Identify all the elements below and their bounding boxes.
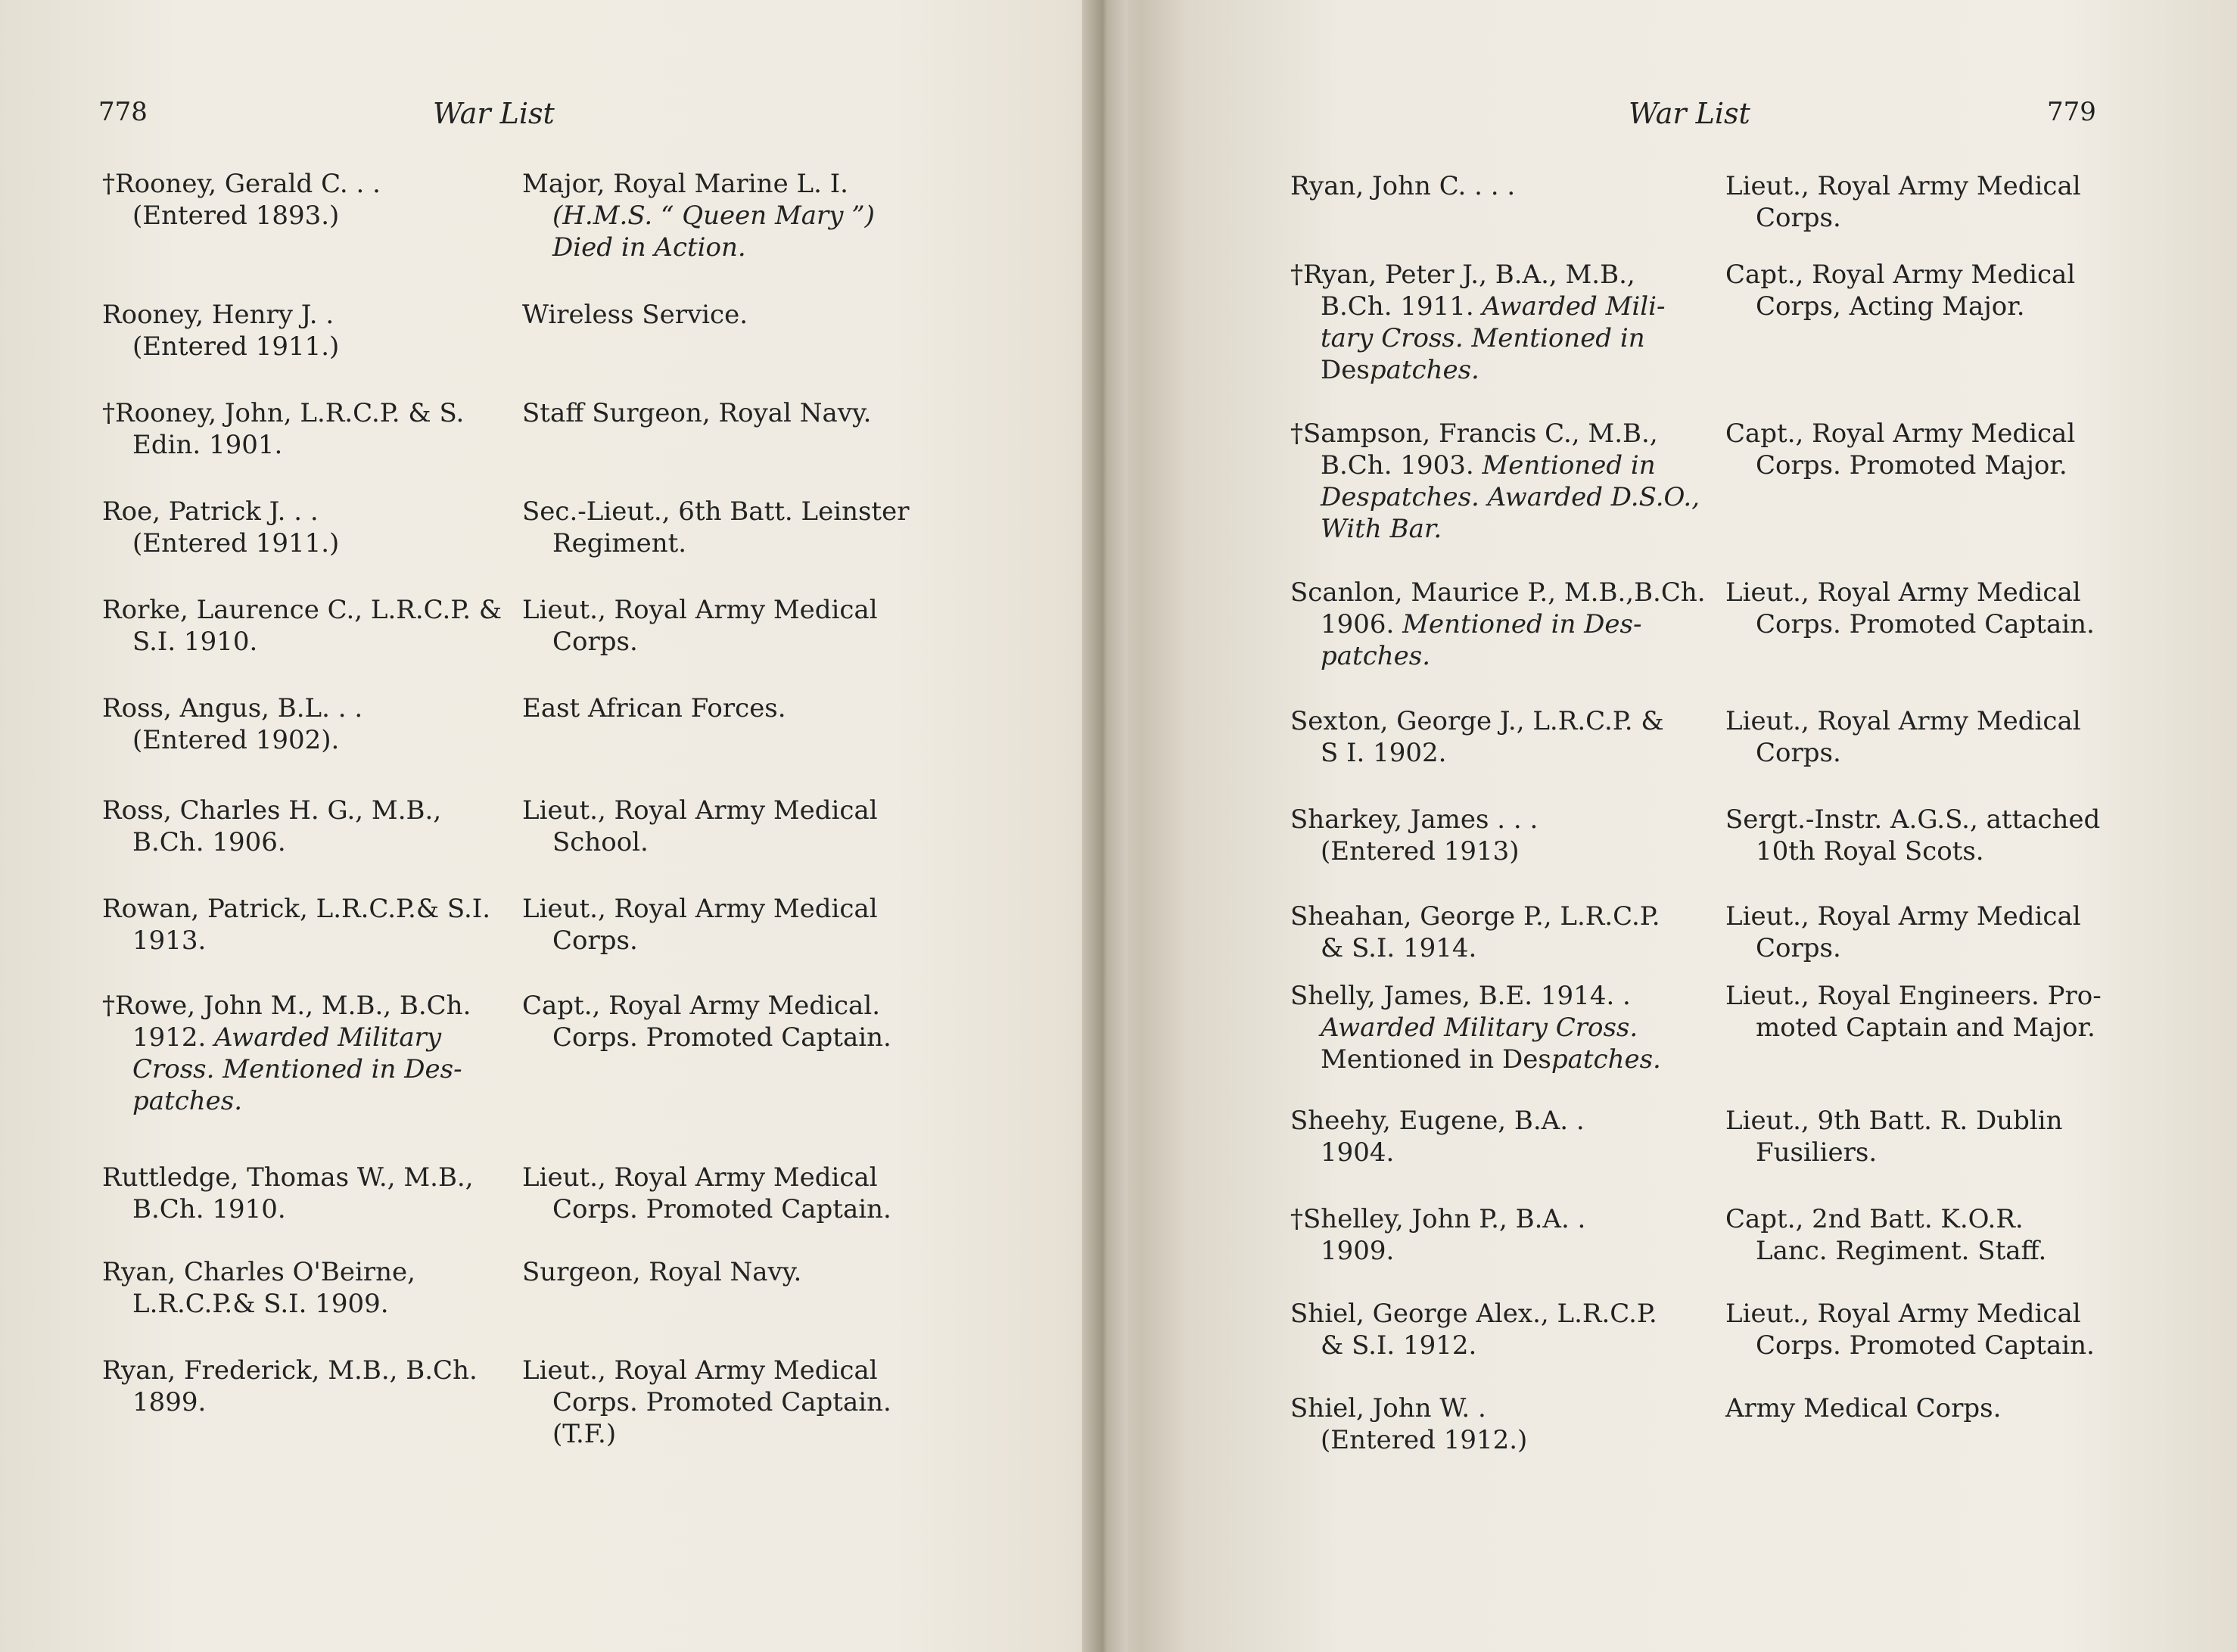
entry-detail-line: Capt., Royal Army Medical.: [522, 991, 880, 1021]
entry-name-line: Shiel, George Alex., L.R.C.P.: [1290, 1299, 1657, 1329]
entry-detail-line: Corps. Promoted Captain.: [552, 1022, 891, 1053]
entry-detail-line: Wireless Service.: [522, 300, 748, 330]
entry-detail: [522, 692, 786, 724]
entry-detail: [1725, 418, 2075, 481]
entry-name: [102, 795, 441, 858]
entry-name-line: Ross, Charles H. G., M.B.,: [102, 795, 442, 826]
entry-name: [1290, 259, 1666, 386]
entry-detail: [522, 990, 891, 1053]
entry-name-line: Ryan, Frederick, M.B., B.Ch.: [102, 1355, 478, 1386]
entry-detail-line: Corps. Promoted Captain.: [1756, 1330, 2095, 1361]
entry-name: [102, 1355, 478, 1418]
entry-detail-line: Corps. Promoted Captain.: [552, 1194, 891, 1224]
entry-name-line: Ryan, John C. . . .: [1290, 171, 1516, 201]
entry-name-line: †Shelley, John P., B.A. .: [1290, 1204, 1586, 1234]
entry-name-line: Sheehy, Eugene, B.A. .: [1290, 1106, 1585, 1136]
entry-name-line: (Entered 1911.): [132, 331, 340, 362]
entry-name-line: B.Ch. 1906.: [132, 827, 286, 857]
entry-detail-line: Lieut., Royal Engineers. Pro-: [1725, 981, 2102, 1011]
entry-name-line: S.I. 1910.: [132, 627, 258, 657]
entry-detail-line: Lieut., Royal Army Medical: [522, 1162, 878, 1193]
entry-detail-line: Lieut., Royal Army Medical: [522, 894, 878, 924]
entry-detail-line: Corps. Promoted Major.: [1756, 450, 2067, 481]
entry-name-line: Despatches. Awarded D.S.O.,: [1321, 482, 1700, 512]
entry-name-line: †Rooney, Gerald C. . .: [102, 169, 381, 199]
entry-detail-line: Corps.: [552, 627, 638, 657]
entry-name-line: 1904.: [1321, 1137, 1395, 1168]
entry-detail-line: Lieut., 9th Batt. R. Dublin: [1725, 1106, 2063, 1136]
entry-name-line: 1899.: [132, 1387, 207, 1417]
entry-detail-line: School.: [552, 827, 649, 857]
entry-detail: [1725, 170, 2081, 234]
entry-detail: [1725, 705, 2081, 769]
entry-name: [102, 1162, 474, 1225]
entry-detail: [522, 397, 871, 429]
entry-name-line: B.Ch. 1903. Mentioned in: [1321, 450, 1656, 481]
entry-name-line: & S.I. 1914.: [1321, 933, 1477, 963]
entry-name-line: (Entered 1893.): [132, 201, 340, 231]
entry-name-line: Edin. 1901.: [132, 430, 283, 460]
entry-name: [1290, 901, 1660, 964]
entry-detail-line: Surgeon, Royal Navy.: [522, 1257, 802, 1287]
entry-name-line: Mentioned in Despatches.: [1321, 1044, 1661, 1075]
entry-name-line: †Sampson, Francis C., M.B.,: [1290, 418, 1658, 449]
entry-name-line: 1913.: [132, 926, 207, 956]
entry-detail-line: (H.M.S. “ Queen Mary ”): [552, 201, 875, 231]
entry-name-line: Despatches.: [1321, 355, 1479, 385]
entry-detail-line: Lieut., Royal Army Medical: [1725, 1299, 2081, 1329]
entry-name-line: Awarded Military Cross.: [1321, 1013, 1638, 1043]
entry-name: [1290, 980, 1661, 1075]
entry-name: [102, 299, 339, 362]
entry-detail-line: Lieut., Royal Army Medical: [1725, 901, 2081, 932]
entry-name-line: tary Cross. Mentioned in: [1321, 323, 1645, 353]
entry-name-line: †Rooney, John, L.R.C.P. & S.: [102, 398, 465, 428]
left-running-title: War List: [433, 97, 555, 130]
entry-detail-line: Lieut., Royal Army Medical: [1725, 577, 2081, 608]
entry-name: [102, 397, 464, 461]
entry-detail-line: Lieut., Royal Army Medical: [1725, 171, 2081, 201]
entry-detail: [522, 496, 909, 559]
entry-name-line: Sharkey, James . . .: [1290, 804, 1539, 835]
entry-detail: [1725, 901, 2081, 964]
entry-detail: [522, 299, 748, 331]
entry-detail-line: Corps.: [1756, 933, 1841, 963]
entry-name: [1290, 1105, 1585, 1168]
entry-detail: [1725, 1392, 2001, 1424]
entry-detail: [1725, 1203, 2046, 1267]
entry-detail: [522, 893, 878, 957]
entry-name-line: Sexton, George J., L.R.C.P. &: [1290, 706, 1664, 736]
entry-name-line: 1906. Mentioned in Des-: [1321, 609, 1642, 639]
entry-detail-line: Army Medical Corps.: [1725, 1393, 2002, 1423]
entry-name: [102, 692, 362, 756]
entry-name-line: patches.: [1321, 641, 1431, 671]
entry-detail: [1725, 980, 2102, 1044]
book-gutter: [1082, 0, 1128, 1652]
entry-name: [1290, 170, 1515, 202]
entry-name-line: Rooney, Henry J. .: [102, 300, 334, 330]
entry-name-line: B.Ch. 1910.: [132, 1194, 286, 1224]
entry-detail-line: 10th Royal Scots.: [1756, 836, 1984, 866]
entry-detail-line: Sec.-Lieut., 6th Batt. Leinster: [522, 496, 910, 527]
entry-name-line: 1909.: [1321, 1236, 1395, 1266]
entry-detail-line: Corps.: [552, 926, 638, 956]
entry-detail: [522, 168, 875, 263]
entry-name: [102, 496, 339, 559]
entry-name: [102, 168, 381, 232]
entry-name-line: Shiel, John W. .: [1290, 1393, 1486, 1423]
entry-detail: [522, 1355, 891, 1450]
entry-detail-line: Major, Royal Marine L. I.: [522, 169, 848, 199]
entry-detail: [1725, 804, 2100, 867]
entry-detail-line: Sergt.-Instr. A.G.S., attached: [1725, 804, 2101, 835]
entry-name-line: & S.I. 1912.: [1321, 1330, 1477, 1361]
entry-detail-line: Fusiliers.: [1756, 1137, 1878, 1168]
entry-name-line: patches.: [132, 1086, 243, 1116]
entry-detail-line: Corps, Acting Major.: [1756, 291, 2025, 322]
entry-name-line: Ross, Angus, B.L. . .: [102, 693, 363, 723]
entry-name: [1290, 418, 1700, 545]
left-page: [0, 0, 1082, 1652]
entry-name: [1290, 1298, 1657, 1361]
entry-name: [102, 990, 471, 1117]
entry-detail: [1725, 259, 2075, 322]
entry-name-line: S I. 1902.: [1321, 738, 1447, 768]
entry-name: [1290, 1392, 1527, 1456]
entry-name-line: Sheahan, George P., L.R.C.P.: [1290, 901, 1660, 932]
entry-name-line: 1912. Awarded Military: [132, 1022, 442, 1053]
entry-detail-line: Corps.: [1756, 203, 1841, 233]
entry-name-line: (Entered 1911.): [132, 528, 340, 558]
entry-detail: [1725, 1105, 2063, 1168]
entry-detail-line: Corps.: [1756, 738, 1841, 768]
entry-detail-line: Lanc. Regiment. Staff.: [1756, 1236, 2047, 1266]
entry-name-line: Scanlon, Maurice P., M.B.,B.Ch.: [1290, 577, 1706, 608]
entry-detail-line: Staff Surgeon, Royal Navy.: [522, 398, 872, 428]
right-page-number: 779: [2047, 97, 2096, 127]
entry-detail: [522, 1256, 801, 1288]
entry-detail-line: Capt., Royal Army Medical: [1725, 260, 2076, 290]
entry-detail-line: East African Forces.: [522, 693, 786, 723]
entry-detail-line: Died in Action.: [552, 232, 746, 263]
entry-name: [1290, 1203, 1585, 1267]
entry-name-line: †Ryan, Peter J., B.A., M.B.,: [1290, 260, 1635, 290]
entry-detail: [522, 1162, 891, 1225]
entry-name-line: Ruttledge, Thomas W., M.B.,: [102, 1162, 474, 1193]
entry-name: [1290, 705, 1664, 769]
entry-name: [1290, 804, 1538, 867]
entry-detail-line: Regiment.: [552, 528, 687, 558]
entry-detail-line: Corps. Promoted Captain.: [1756, 609, 2095, 639]
entry-name-line: Ryan, Charles O'Beirne,: [102, 1257, 415, 1287]
entry-detail: [1725, 577, 2095, 640]
entry-detail-line: Lieut., Royal Army Medical: [1725, 706, 2081, 736]
entry-name: [1290, 577, 1706, 672]
entry-detail-line: Lieut., Royal Army Medical: [522, 795, 878, 826]
entry-name-line: (Entered 1902).: [132, 725, 340, 755]
entry-name: [102, 594, 502, 658]
entry-detail: [1725, 1298, 2095, 1361]
entry-name-line: †Rowe, John M., M.B., B.Ch.: [102, 991, 471, 1021]
entry-name-line: Rorke, Laurence C., L.R.C.P. &: [102, 595, 502, 625]
left-page-number: 778: [98, 97, 148, 127]
entry-detail-line: Capt., 2nd Batt. K.O.R.: [1725, 1204, 2024, 1234]
entry-detail-line: Lieut., Royal Army Medical: [522, 1355, 878, 1386]
entry-name-line: B.Ch. 1911. Awarded Mili-: [1321, 291, 1666, 322]
entry-name-line: Cross. Mentioned in Des-: [132, 1054, 462, 1084]
entry-name-line: Roe, Patrick J. . .: [102, 496, 319, 527]
entry-detail: [522, 594, 878, 658]
entry-detail: [522, 795, 878, 858]
entry-name-line: L.R.C.P.& S.I. 1909.: [132, 1289, 389, 1319]
entry-detail-line: Corps. Promoted Captain.: [552, 1387, 891, 1417]
entry-detail-line: moted Captain and Major.: [1756, 1013, 2095, 1043]
entry-detail-line: Capt., Royal Army Medical: [1725, 418, 2076, 449]
entry-detail-line: Lieut., Royal Army Medical: [522, 595, 878, 625]
entry-name-line: Rowan, Patrick, L.R.C.P.& S.I.: [102, 894, 491, 924]
entry-name: [102, 893, 490, 957]
right-running-title: War List: [1629, 97, 1750, 130]
entry-detail-line: (T.F.): [552, 1419, 617, 1449]
entry-name-line: With Bar.: [1321, 514, 1442, 544]
entry-name: [102, 1256, 415, 1320]
entry-name-line: (Entered 1913): [1321, 836, 1520, 866]
right-page: [1128, 0, 2237, 1652]
entry-name-line: Shelly, James, B.E. 1914. .: [1290, 981, 1631, 1011]
entry-name-line: (Entered 1912.): [1321, 1425, 1528, 1455]
